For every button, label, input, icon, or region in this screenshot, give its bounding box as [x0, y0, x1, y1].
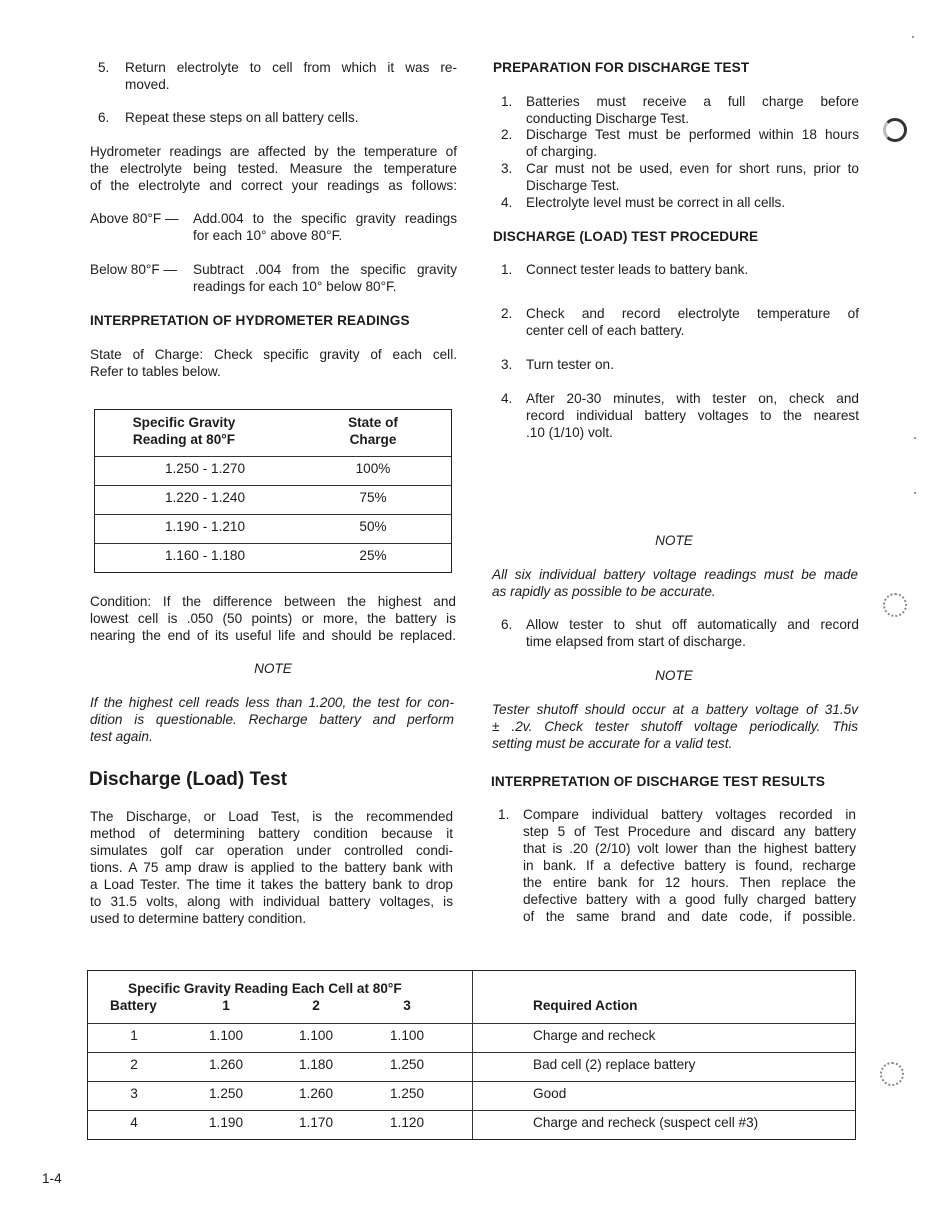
- table-cell: Bad cell (2) replace battery: [533, 1057, 696, 1072]
- table-cell: 50%: [359, 519, 387, 534]
- table-cell: 1.250 - 1.270: [164, 461, 246, 476]
- condition-paragraph: Condition: If the difference between the highest and lowest cell is .050 (50 points) or more, the battery is nearing the end of its useful life and should be replaced.: [90, 594, 456, 643]
- list-text: Discharge Test.: [526, 178, 620, 193]
- list-text: Electrolyte level must be correct in all cells.: [526, 195, 786, 210]
- list-text: step 5 of Test Procedure and discard any battery: [523, 824, 856, 839]
- page-number: 1-4: [42, 1171, 62, 1186]
- section-heading: PREPARATION FOR DISCHARGE TEST: [493, 60, 750, 75]
- table-divider: [472, 971, 473, 1139]
- table-cell: 1.160 - 1.180: [164, 548, 246, 563]
- list-text: Check and record electrolyte temperature of: [526, 306, 859, 321]
- binder-hole-icon: [883, 593, 907, 617]
- table-cell: 2: [130, 1057, 138, 1072]
- table-divider: [95, 456, 451, 457]
- list-text: Compare individual battery voltages recorded in: [523, 807, 856, 822]
- scan-speck: [914, 437, 916, 439]
- list-number: 3.: [501, 357, 513, 372]
- table-divider: [95, 514, 451, 515]
- table-divider: [88, 1110, 855, 1111]
- list-number: 5.: [98, 60, 110, 75]
- list-text: Discharge Test must be performed within 18 hours: [526, 127, 859, 142]
- list-text: .10 (1/10) volt.: [526, 425, 613, 440]
- table-cell: Charge and recheck (suspect cell #3): [533, 1115, 759, 1130]
- list-text: of the same brand and date code, if possible.: [523, 909, 856, 924]
- list-number: 1.: [501, 262, 513, 277]
- note-text: All six individual battery voltage readings must be made as rapidly as possible to be accurate.: [492, 567, 858, 599]
- table-header: 3: [403, 998, 411, 1013]
- note-text: Tester shutoff should occur at a battery voltage of 31.5v ± .2v. Check tester shutoff voltage periodically. This setting must be accurate for a valid test.: [492, 702, 858, 751]
- list-text: center cell of each battery.: [526, 323, 685, 338]
- list-text: Connect tester leads to battery bank.: [526, 262, 749, 277]
- list-text: Batteries must receive a full charge before: [526, 94, 859, 109]
- discharge-paragraph: The Discharge, or Load Test, is the recommended method of determining battery condition because it simulates golf car operation under controlled condi- tions. A 75 amp draw is applied to the battery bank with a Load Tester. The time it takes the battery bank to drop to 31.5 volts, along with individual battery voltages, is used to determine battery condition.: [90, 809, 453, 926]
- table-header: Battery: [110, 998, 157, 1013]
- cell-reading-table: [87, 970, 856, 1140]
- table-cell: 1.100: [208, 1028, 244, 1043]
- binder-hole-icon: [880, 1062, 904, 1086]
- list-text: defective battery with a good fully charged battery: [523, 892, 856, 907]
- list-number: 1.: [498, 807, 510, 822]
- list-text: the entire bank for 12 hours. Then replace the: [523, 875, 856, 890]
- list-number: 2.: [501, 306, 513, 321]
- scan-speck: [912, 36, 914, 38]
- list-text: conducting Discharge Test.: [526, 111, 689, 126]
- table-divider: [88, 1052, 855, 1053]
- list-text: in bank. If a defective battery is found, recharge: [523, 858, 856, 873]
- section-heading: INTERPRETATION OF HYDROMETER READINGS: [90, 313, 410, 328]
- list-number: 2.: [501, 127, 513, 142]
- list-text: that is .20 (2/10) volt lower than the highest battery: [523, 841, 856, 856]
- list-number: 6.: [98, 110, 110, 125]
- list-text: of charging.: [526, 144, 598, 159]
- list-text: After 20-30 minutes, with tester on, check and: [526, 391, 859, 406]
- above-label: Above 80°F —: [90, 211, 179, 226]
- table-header: 1: [222, 998, 230, 1013]
- list-text: Allow tester to shut off automatically and record: [526, 617, 859, 632]
- table-divider: [95, 543, 451, 544]
- table-cell: 1.220 - 1.240: [164, 490, 246, 505]
- table-cell: 3: [130, 1086, 138, 1101]
- specific-gravity-table: [94, 409, 452, 573]
- list-number: 4.: [501, 195, 513, 210]
- table-cell: 1.170: [298, 1115, 334, 1130]
- table-divider: [88, 1081, 855, 1082]
- list-text: Turn tester on.: [526, 357, 614, 372]
- table-cell: 1.190: [208, 1115, 244, 1130]
- table-cell: 1.120: [389, 1115, 425, 1130]
- list-number: 6.: [501, 617, 513, 632]
- list-text: Car must not be used, even for short runs, prior to: [526, 161, 859, 176]
- table-cell: 25%: [359, 548, 387, 563]
- list-text: Return electrolyte to cell from which it was re-: [125, 60, 457, 75]
- below-label: Below 80°F —: [90, 262, 178, 277]
- table-cell: 1.100: [298, 1028, 334, 1043]
- table-cell: 1.250: [389, 1057, 425, 1072]
- list-number: 1.: [501, 94, 513, 109]
- note-text: If the highest cell reads less than 1.200, the test for con- dition is questionable. Recharge battery and perform test again.: [90, 695, 454, 744]
- list-number: 3.: [501, 161, 513, 176]
- table-cell: Good: [533, 1086, 567, 1101]
- state-of-charge-text: State of Charge: Check specific gravity of each cell. Refer to tables below.: [90, 347, 457, 379]
- list-text: moved.: [125, 77, 170, 92]
- table-header: Required Action: [533, 998, 638, 1013]
- table-cell: 1.250: [208, 1086, 244, 1101]
- table-cell: 75%: [359, 490, 387, 505]
- binder-hole-icon: [883, 118, 907, 142]
- scan-speck: [914, 492, 916, 494]
- table-cell: 1.190 - 1.210: [164, 519, 246, 534]
- section-heading: DISCHARGE (LOAD) TEST PROCEDURE: [493, 229, 759, 244]
- list-text: record individual battery voltages to the nearest: [526, 408, 859, 423]
- table-title: Specific Gravity Reading Each Cell at 80°F: [128, 981, 402, 996]
- table-cell: 100%: [355, 461, 391, 476]
- table-cell: 1.250: [389, 1086, 425, 1101]
- table-divider: [88, 1023, 855, 1024]
- discharge-heading: Discharge (Load) Test: [89, 769, 288, 790]
- table-cell: 1.180: [298, 1057, 334, 1072]
- table-cell: 1: [130, 1028, 138, 1043]
- note-label: NOTE: [254, 661, 292, 676]
- hydrometer-paragraph: Hydrometer readings are affected by the temperature of the electrolyte being tested. Measure the temperature of the electrolyte and correct your readings as follows:: [90, 144, 457, 193]
- note-label: NOTE: [655, 668, 693, 683]
- list-text: Repeat these steps on all battery cells.: [125, 110, 359, 125]
- table-header: State of Charge: [348, 415, 398, 447]
- table-cell: Charge and recheck: [533, 1028, 656, 1043]
- table-cell: 1.260: [208, 1057, 244, 1072]
- table-cell: 1.100: [389, 1028, 425, 1043]
- table-header: Specific Gravity Reading at 80°F: [132, 415, 236, 447]
- section-heading: INTERPRETATION OF DISCHARGE TEST RESULTS: [491, 774, 826, 789]
- table-cell: 4: [130, 1115, 138, 1130]
- list-number: 4.: [501, 391, 513, 406]
- table-header: 2: [312, 998, 320, 1013]
- table-divider: [95, 485, 451, 486]
- list-text: time elapsed from start of discharge.: [526, 634, 746, 649]
- note-label: NOTE: [655, 533, 693, 548]
- table-cell: 1.260: [298, 1086, 334, 1101]
